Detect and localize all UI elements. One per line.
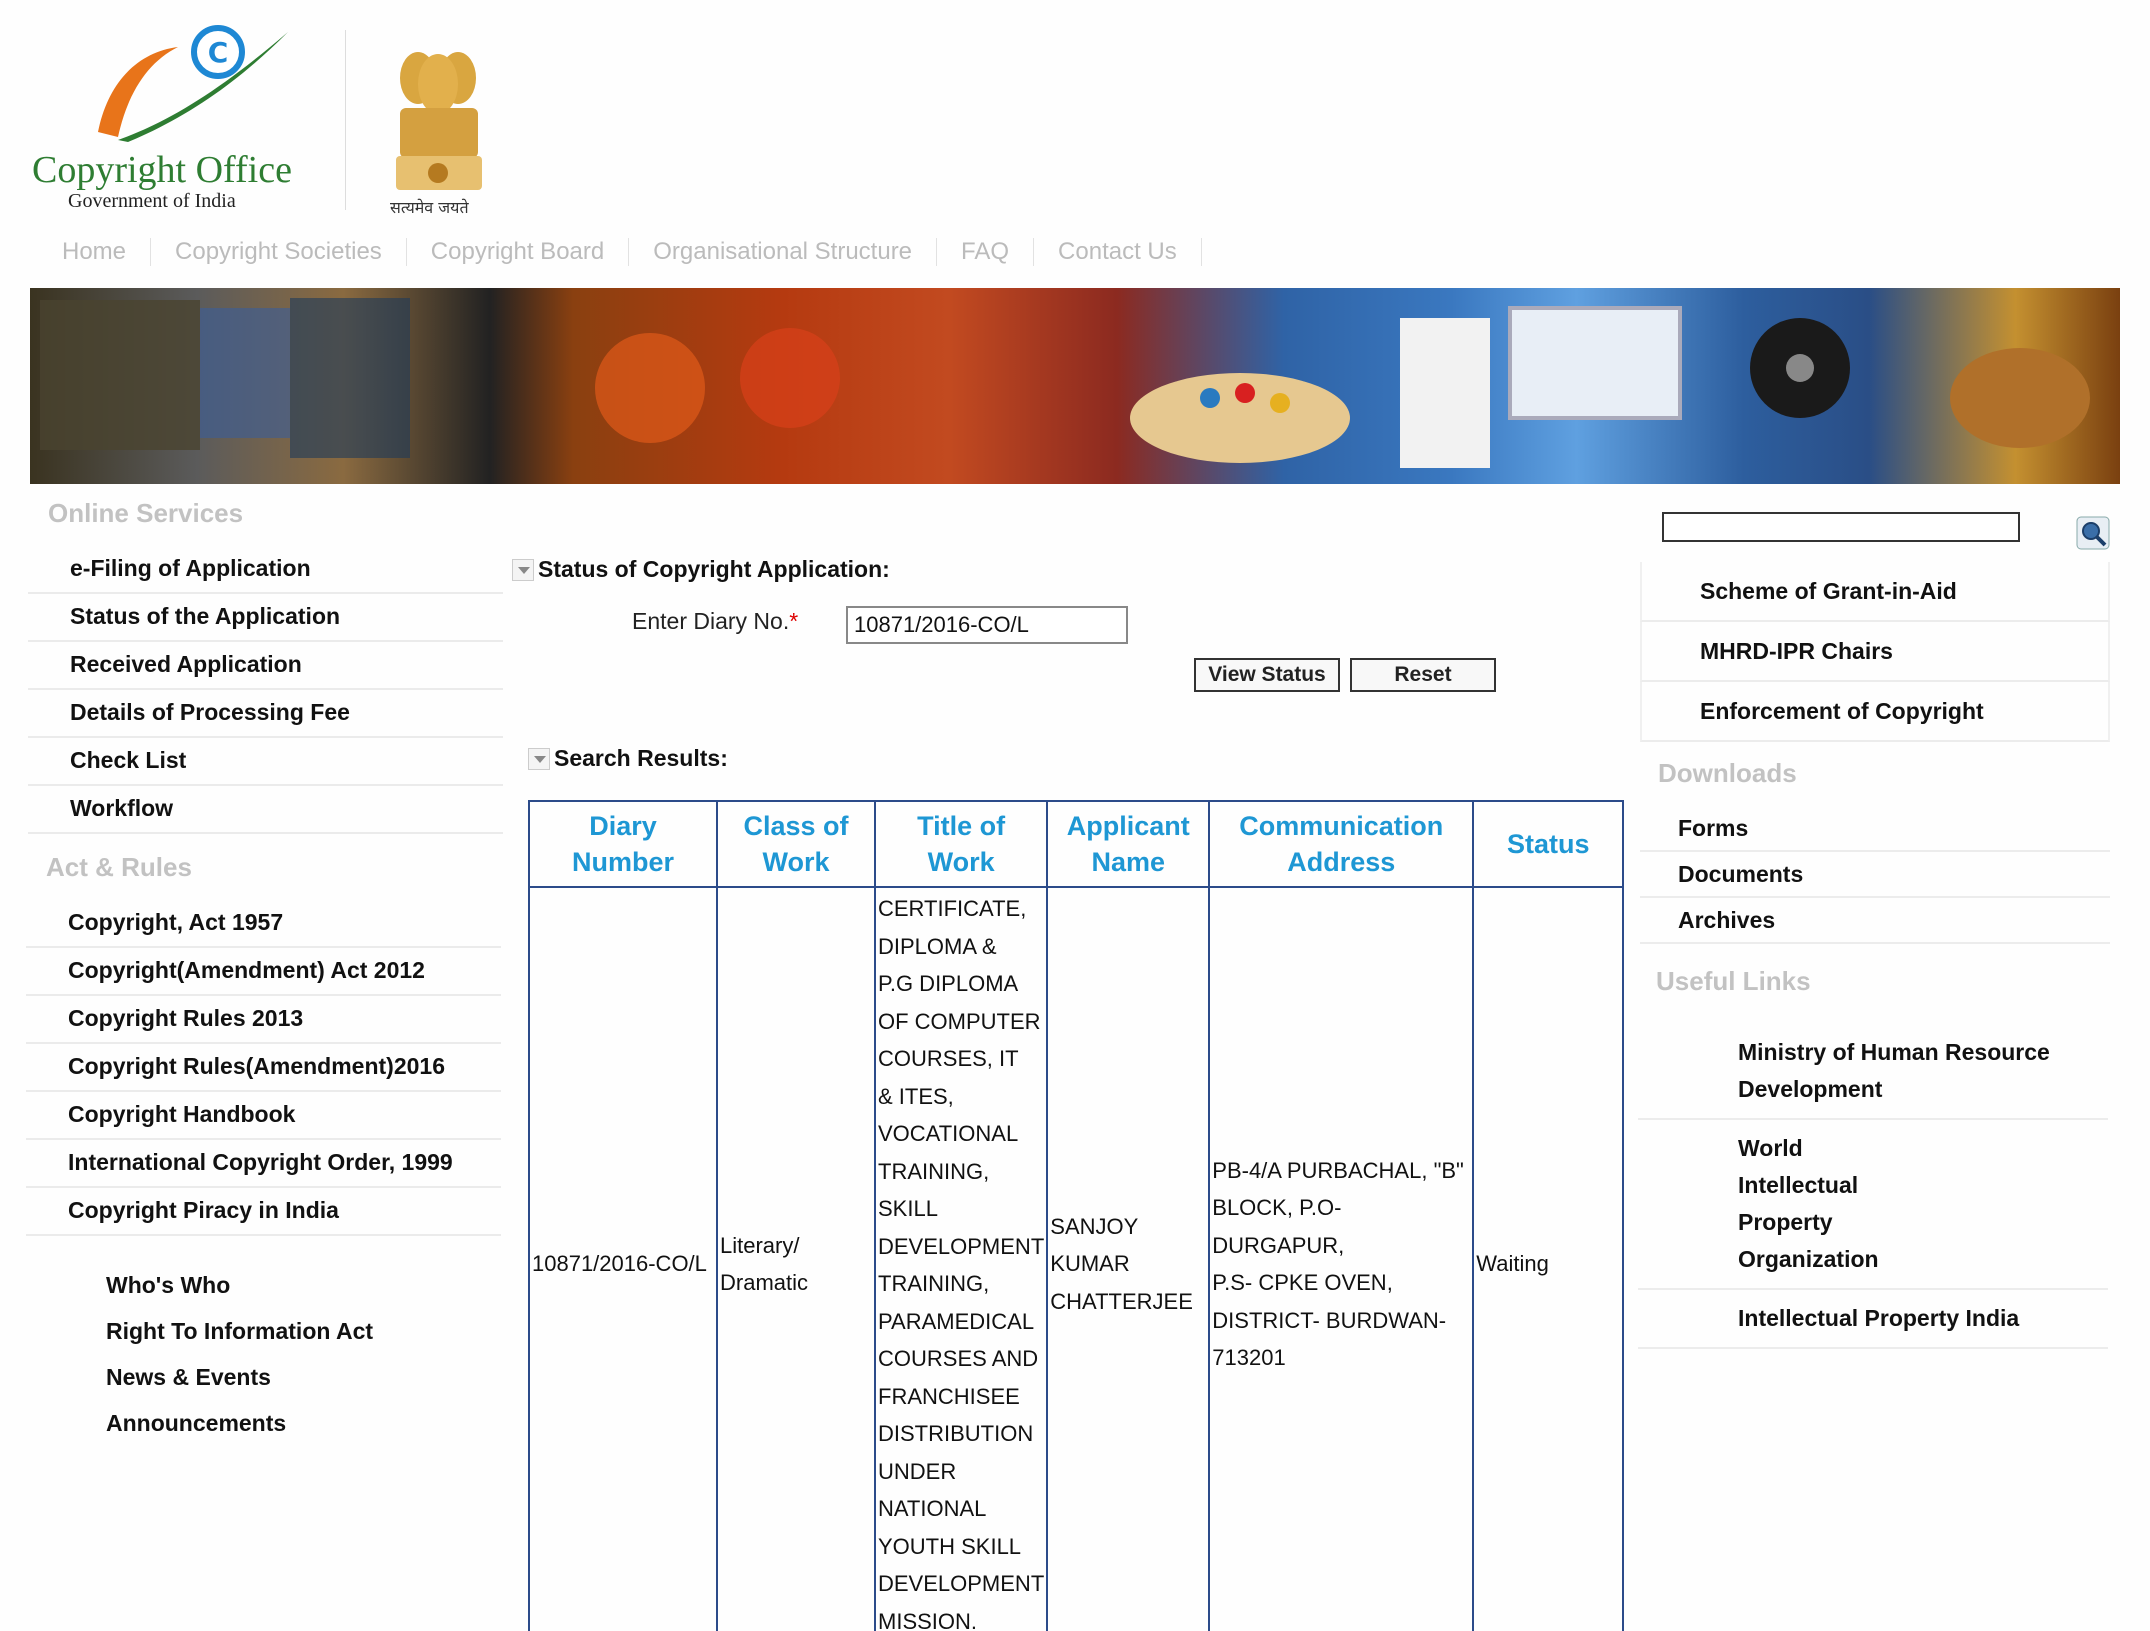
logo-title: Copyright Office bbox=[32, 149, 292, 191]
online-services-menu bbox=[28, 546, 503, 834]
act-rules-heading: Act & Rules bbox=[46, 852, 192, 882]
cell-status: Waiting bbox=[1473, 887, 1623, 1631]
online-services-heading: Online Services bbox=[48, 498, 244, 528]
cell-title-of-work: CERTIFICATE, DIPLOMA & P.G DIPLOMA OF COMPUTER COURSES, IT & ITES, VOCATIONAL TRAINING, SKILL DEVELOPMENT TRAINING, PARAMEDICAL COURSES AND FRANCHISEE DISTRIBUTION UNDER NATIONAL YOUTH SKILL DEVELOPMENT MISSION. bbox=[875, 887, 1047, 1631]
menu-news-events[interactable]: News & Events bbox=[106, 1364, 271, 1390]
col-status: Status bbox=[1473, 801, 1623, 887]
misc-links bbox=[106, 1262, 373, 1446]
useful-links-heading: Useful Links bbox=[1656, 966, 1811, 996]
table-row bbox=[529, 887, 1623, 1631]
link-archives[interactable]: Archives bbox=[1640, 898, 2110, 944]
reset-button[interactable]: Reset bbox=[1350, 658, 1496, 692]
national-emblem-icon bbox=[378, 28, 498, 218]
nav-contact-us[interactable]: Contact Us bbox=[1034, 238, 1202, 266]
cell-communication-address: PB-4/A PURBACHAL, "B" BLOCK, P.O- DURGAPUR, P.S- CPKE OVEN, DISTRICT- BURDWAN- 713201 bbox=[1209, 887, 1473, 1631]
header-banner-image bbox=[30, 288, 2120, 484]
copyright-office-logo[interactable] bbox=[28, 22, 318, 222]
col-communication-address: Communication Address bbox=[1209, 801, 1473, 887]
table-header-row bbox=[529, 801, 1623, 887]
cell-diary-number: 10871/2016-CO/L bbox=[529, 887, 717, 1631]
cell-applicant-name: SANJOY KUMAR CHATTERJEE bbox=[1047, 887, 1209, 1631]
menu-copyright-piracy[interactable]: Copyright Piracy in India bbox=[26, 1188, 501, 1236]
act-rules-menu bbox=[26, 900, 501, 1236]
downloads-menu bbox=[1640, 806, 2110, 944]
cell-class-of-work: Literary/ Dramatic bbox=[717, 887, 875, 1631]
link-enforcement-of-copyright[interactable]: Enforcement of Copyright bbox=[1640, 682, 2110, 742]
collapse-arrow-icon[interactable] bbox=[528, 748, 550, 770]
downloads-heading: Downloads bbox=[1658, 758, 1797, 788]
menu-status-of-application[interactable]: Status of the Application bbox=[28, 594, 503, 642]
nav-organisational-structure[interactable]: Organisational Structure bbox=[629, 238, 937, 266]
menu-e-filing[interactable]: e-Filing of Application bbox=[28, 546, 503, 594]
menu-rules-amendment-2016[interactable]: Copyright Rules(Amendment)2016 bbox=[26, 1044, 501, 1092]
menu-processing-fee[interactable]: Details of Processing Fee bbox=[28, 690, 503, 738]
col-diary-number: Diary Number bbox=[529, 801, 717, 887]
logo-subtitle: Government of India bbox=[68, 190, 236, 212]
search-results-title: Search Results: bbox=[528, 745, 728, 772]
menu-copyright-rules-2013[interactable]: Copyright Rules 2013 bbox=[26, 996, 501, 1044]
link-forms[interactable]: Forms bbox=[1640, 806, 2110, 852]
collapse-arrow-icon[interactable] bbox=[512, 559, 534, 581]
link-ministry-hrd[interactable]: Ministry of Human Resource Development bbox=[1638, 1024, 2108, 1120]
link-wipo[interactable]: World Intellectual Property Organization bbox=[1638, 1120, 2108, 1290]
col-class-of-work: Class of Work bbox=[717, 801, 875, 887]
view-status-button[interactable]: View Status bbox=[1194, 658, 1340, 692]
menu-copyright-act-1957[interactable]: Copyright, Act 1957 bbox=[26, 900, 501, 948]
banner-collage-icon bbox=[30, 288, 2120, 484]
menu-amendment-act-2012[interactable]: Copyright(Amendment) Act 2012 bbox=[26, 948, 501, 996]
menu-received-application[interactable]: Received Application bbox=[28, 642, 503, 690]
link-documents[interactable]: Documents bbox=[1640, 852, 2110, 898]
status-form-title: Status of Copyright Application: bbox=[512, 556, 890, 583]
nav-faq[interactable]: FAQ bbox=[937, 238, 1034, 266]
diary-number-input[interactable] bbox=[846, 606, 1128, 644]
link-scheme-grant-in-aid[interactable]: Scheme of Grant-in-Aid bbox=[1640, 562, 2110, 622]
nav-copyright-societies[interactable]: Copyright Societies bbox=[151, 238, 407, 266]
menu-workflow[interactable]: Workflow bbox=[28, 786, 503, 834]
search-results-table bbox=[528, 800, 1624, 1631]
logo-swoosh-icon bbox=[88, 22, 308, 142]
menu-copyright-handbook[interactable]: Copyright Handbook bbox=[26, 1092, 501, 1140]
schemes-menu bbox=[1640, 562, 2110, 742]
search-icon[interactable] bbox=[2076, 516, 2110, 550]
site-search-input[interactable] bbox=[1662, 512, 2020, 542]
emblem-motto: सत्यमेव जयते bbox=[390, 198, 469, 217]
diary-number-label: Enter Diary No.* bbox=[632, 608, 799, 634]
nav-home[interactable]: Home bbox=[40, 238, 151, 266]
menu-international-order-1999[interactable]: International Copyright Order, 1999 bbox=[26, 1140, 501, 1188]
useful-links-menu bbox=[1638, 1024, 2108, 1349]
top-navigation bbox=[40, 238, 1202, 266]
menu-whos-who[interactable]: Who's Who bbox=[106, 1272, 231, 1298]
menu-rti-act[interactable]: Right To Information Act bbox=[106, 1318, 374, 1344]
nav-copyright-board[interactable]: Copyright Board bbox=[407, 238, 629, 266]
link-mhrd-ipr-chairs[interactable]: MHRD-IPR Chairs bbox=[1640, 622, 2110, 682]
svg-text:C: C bbox=[207, 36, 229, 69]
menu-check-list[interactable]: Check List bbox=[28, 738, 503, 786]
link-ip-india[interactable]: Intellectual Property India bbox=[1638, 1290, 2108, 1349]
menu-announcements[interactable]: Announcements bbox=[106, 1410, 287, 1436]
header-divider bbox=[345, 30, 346, 210]
col-applicant-name: Applicant Name bbox=[1047, 801, 1209, 887]
col-title-of-work: Title of Work bbox=[875, 801, 1047, 887]
